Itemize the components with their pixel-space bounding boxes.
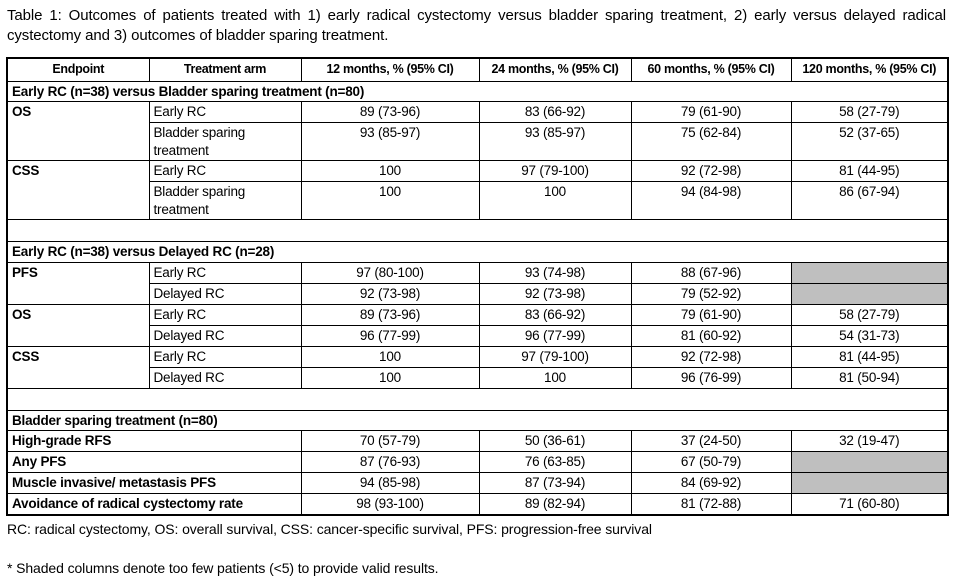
shaded-cell <box>791 283 948 304</box>
table-header-row <box>7 58 948 82</box>
treatment-arm-cell: Delayed RC <box>149 367 301 388</box>
value-cell: 89 (82-94) <box>479 494 631 516</box>
treatment-arm-cell: Early RC <box>149 262 301 283</box>
table-row <box>7 367 948 388</box>
value-cell: 96 (77-99) <box>479 325 631 346</box>
table-row <box>7 102 948 123</box>
value-cell: 88 (67-96) <box>631 262 791 283</box>
endpoint-cell: Any PFS <box>7 452 301 473</box>
document-page <box>0 6 953 574</box>
value-cell: 96 (76-99) <box>631 367 791 388</box>
value-cell: 100 <box>479 367 631 388</box>
value-cell: 92 (72-98) <box>631 346 791 367</box>
section-spacer-row <box>7 388 948 410</box>
table-row <box>7 325 948 346</box>
table-row <box>7 473 948 494</box>
table-row <box>7 346 948 367</box>
shaded-cell <box>791 473 948 494</box>
table-row <box>7 431 948 452</box>
value-cell: 50 (36-61) <box>479 431 631 452</box>
value-cell: 93 (85-97) <box>479 123 631 161</box>
value-cell: 83 (66-92) <box>479 102 631 123</box>
value-cell: 58 (27-79) <box>791 304 948 325</box>
treatment-arm-cell: Early RC <box>149 161 301 182</box>
section-header-row <box>7 81 948 102</box>
shaded-columns-note: * Shaded columns denote too few patients (<5) to provide valid results. <box>7 560 439 576</box>
shaded-cell <box>791 452 948 473</box>
value-cell: 67 (50-79) <box>631 452 791 473</box>
table-row <box>7 123 948 161</box>
value-cell: 83 (66-92) <box>479 304 631 325</box>
col-header-60-months: 60 months, % (95% CI) <box>631 58 791 82</box>
table-row <box>7 304 948 325</box>
value-cell: 100 <box>301 367 479 388</box>
endpoint-cell: PFS <box>7 262 149 304</box>
shaded-cell <box>791 262 948 283</box>
table-caption: Table 1: Outcomes of patients treated with 1) early radical cystectomy versus bladder sparing treatment, 2) early versus delayed radical cystectomy and 3) outcomes of bladder sparing treatment. <box>7 7 946 45</box>
value-cell: 93 (85-97) <box>301 123 479 161</box>
treatment-arm-cell: Delayed RC <box>149 283 301 304</box>
value-cell: 96 (77-99) <box>301 325 479 346</box>
treatment-arm-cell: Bladder sparing treatment <box>149 182 301 220</box>
treatment-arm-cell: Early RC <box>149 304 301 325</box>
endpoint-cell: CSS <box>7 161 149 220</box>
value-cell: 87 (73-94) <box>479 473 631 494</box>
value-cell: 100 <box>301 346 479 367</box>
endpoint-cell: OS <box>7 304 149 346</box>
endpoint-cell: Avoidance of radical cystectomy rate <box>7 494 301 516</box>
table-row <box>7 262 948 283</box>
value-cell: 100 <box>301 182 479 220</box>
value-cell: 84 (69-92) <box>631 473 791 494</box>
value-cell: 54 (31-73) <box>791 325 948 346</box>
outcomes-table <box>6 57 949 517</box>
endpoint-cell: OS <box>7 102 149 161</box>
value-cell: 97 (79-100) <box>479 346 631 367</box>
endpoint-cell: Muscle invasive/ metastasis PFS <box>7 473 301 494</box>
table-row <box>7 182 948 220</box>
spacer-cell <box>7 388 948 410</box>
value-cell: 100 <box>301 161 479 182</box>
table-row <box>7 161 948 182</box>
treatment-arm-cell: Early RC <box>149 346 301 367</box>
value-cell: 86 (67-94) <box>791 182 948 220</box>
section-header: Early RC (n=38) versus Bladder sparing treatment (n=80) <box>7 81 948 102</box>
treatment-arm-cell: Bladder sparing treatment <box>149 123 301 161</box>
table-row <box>7 283 948 304</box>
value-cell: 97 (79-100) <box>479 161 631 182</box>
value-cell: 79 (61-90) <box>631 304 791 325</box>
value-cell: 71 (60-80) <box>791 494 948 516</box>
value-cell: 92 (73-98) <box>301 283 479 304</box>
section-header-row <box>7 410 948 431</box>
endpoint-cell: CSS <box>7 346 149 388</box>
col-header-endpoint: Endpoint <box>7 58 149 82</box>
endpoint-cell: High-grade RFS <box>7 431 301 452</box>
section-header: Early RC (n=38) versus Delayed RC (n=28) <box>7 242 948 263</box>
value-cell: 100 <box>479 182 631 220</box>
spacer-cell <box>7 220 948 242</box>
value-cell: 92 (72-98) <box>631 161 791 182</box>
treatment-arm-cell: Delayed RC <box>149 325 301 346</box>
value-cell: 81 (44-95) <box>791 161 948 182</box>
value-cell: 94 (85-98) <box>301 473 479 494</box>
value-cell: 87 (76-93) <box>301 452 479 473</box>
value-cell: 93 (74-98) <box>479 262 631 283</box>
value-cell: 79 (52-92) <box>631 283 791 304</box>
value-cell: 89 (73-96) <box>301 304 479 325</box>
value-cell: 92 (73-98) <box>479 283 631 304</box>
value-cell: 81 (72-88) <box>631 494 791 516</box>
section-header-row <box>7 242 948 263</box>
value-cell: 52 (37-65) <box>791 123 948 161</box>
value-cell: 81 (44-95) <box>791 346 948 367</box>
treatment-arm-cell: Early RC <box>149 102 301 123</box>
col-header-24-months: 24 months, % (95% CI) <box>479 58 631 82</box>
value-cell: 98 (93-100) <box>301 494 479 516</box>
value-cell: 32 (19-47) <box>791 431 948 452</box>
value-cell: 37 (24-50) <box>631 431 791 452</box>
value-cell: 79 (61-90) <box>631 102 791 123</box>
col-header-120-months: 120 months, % (95% CI) <box>791 58 948 82</box>
value-cell: 58 (27-79) <box>791 102 948 123</box>
value-cell: 94 (84-98) <box>631 182 791 220</box>
col-header-12-months: 12 months, % (95% CI) <box>301 58 479 82</box>
value-cell: 70 (57-79) <box>301 431 479 452</box>
table-row <box>7 494 948 516</box>
table-row <box>7 452 948 473</box>
col-header-treatment-arm: Treatment arm <box>149 58 301 82</box>
section-spacer-row <box>7 220 948 242</box>
value-cell: 97 (80-100) <box>301 262 479 283</box>
section-header: Bladder sparing treatment (n=80) <box>7 410 948 431</box>
value-cell: 89 (73-96) <box>301 102 479 123</box>
abbreviations-footnote: RC: radical cystectomy, OS: overall survival, CSS: cancer-specific survival, PFS: progression-free survival <box>7 521 652 538</box>
value-cell: 81 (60-92) <box>631 325 791 346</box>
value-cell: 76 (63-85) <box>479 452 631 473</box>
value-cell: 81 (50-94) <box>791 367 948 388</box>
value-cell: 75 (62-84) <box>631 123 791 161</box>
